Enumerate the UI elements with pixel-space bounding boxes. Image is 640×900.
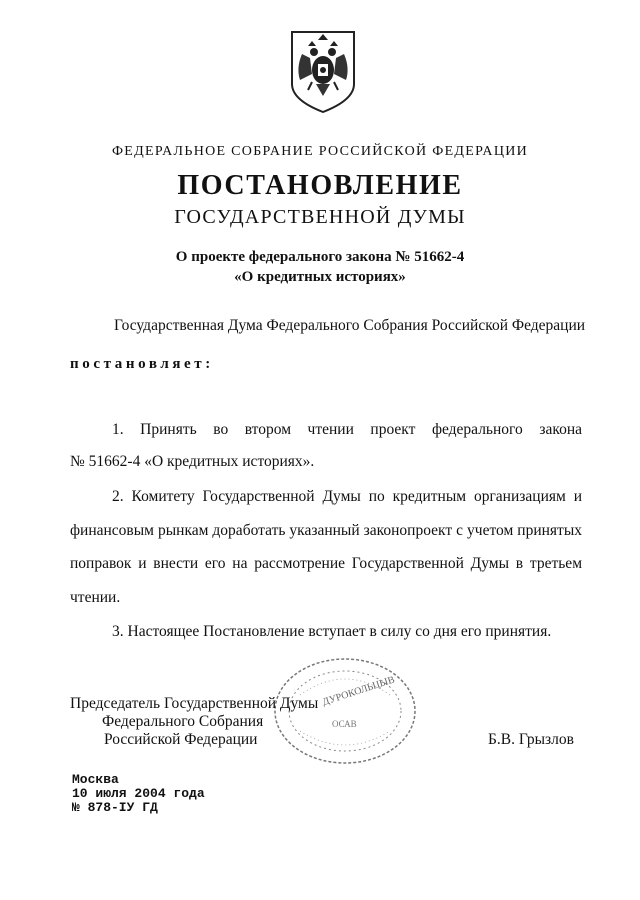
subject-line-2: «О кредитных историях» <box>234 269 406 285</box>
item-1-line-2: № 51662-4 «О кредитных историях». <box>70 453 315 470</box>
item-2-line-2: финансовым рынкам доработать указанный законопроект с учетом принятых <box>70 522 582 539</box>
resolves-word: постановляет: <box>70 356 214 372</box>
issuing-body: ГОСУДАРСТВЕННОЙ ДУМЫ <box>174 206 466 228</box>
subject-line-1: О проекте федерального закона № 51662-4 <box>175 249 465 265</box>
document-number: № 878-IУ ГД <box>72 800 158 815</box>
item-2-line-1: 2. Комитету Государственной Думы по кредитным организациям и <box>112 488 582 505</box>
signer-name: Б.В. Грызлов <box>488 731 574 748</box>
svg-text:ДУРОКОЛЬЦЫВ: ДУРОКОЛЬЦЫВ <box>321 674 397 709</box>
signer-title-line-1: Председатель Государственной Думы <box>70 695 319 712</box>
signer-title-line-3: Российской Федерации <box>104 731 258 748</box>
signer-title-line-2: Федерального Собрания <box>102 713 264 730</box>
coat-of-arms-icon <box>288 28 358 116</box>
date-of-signing: 10 июля 2004 года <box>72 786 205 801</box>
preamble: Государственная Дума Федерального Собрания Российской Федерации <box>114 317 586 334</box>
assembly-name: ФЕДЕРАЛЬНОЕ СОБРАНИЕ РОССИЙСКОЙ ФЕДЕРАЦИИ <box>111 144 529 159</box>
item-2-line-4: чтении. <box>70 589 121 606</box>
item-3-line-1: 3. Настоящее Постановление вступает в силу со дня его принятия. <box>112 623 552 640</box>
document-type: ПОСТАНОВЛЕНИЕ <box>177 170 463 201</box>
item-1-line-1: 1. Принять во втором чтении проект федерального закона <box>112 421 582 438</box>
item-2-line-3: поправок и внести его на рассмотрение Государственной Думы в третьем <box>70 555 582 572</box>
place-of-signing: Москва <box>72 772 119 787</box>
svg-text:ОСАВ: ОСАВ <box>332 719 357 729</box>
